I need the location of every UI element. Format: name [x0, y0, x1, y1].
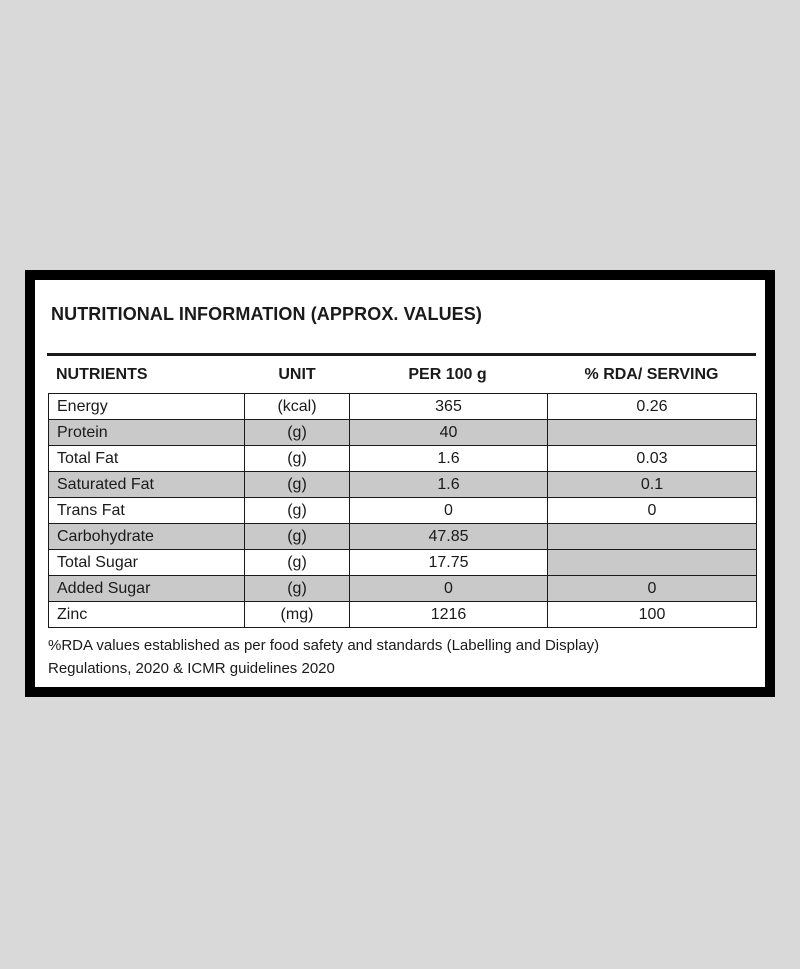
- nutrient-rda: 0: [548, 498, 757, 524]
- nutrition-label-body: [35, 280, 765, 687]
- nutrient-unit: (g): [245, 550, 350, 576]
- nutrient-unit: (mg): [245, 602, 350, 628]
- nutrient-name: Saturated Fat: [49, 472, 245, 498]
- nutrient-unit: (g): [245, 420, 350, 446]
- nutrient-name: Protein: [49, 420, 245, 446]
- nutrition-table: [48, 393, 757, 628]
- nutrient-rda: [548, 420, 757, 446]
- table-row: [49, 420, 757, 446]
- nutrition-label: [25, 270, 775, 697]
- nutrient-per-100g: 1216: [350, 602, 548, 628]
- table-row: [49, 498, 757, 524]
- nutrient-per-100g: 0: [350, 498, 548, 524]
- nutrient-rda: [548, 524, 757, 550]
- table-row: [49, 550, 757, 576]
- label-title: NUTRITIONAL INFORMATION (APPROX. VALUES): [51, 304, 482, 324]
- nutrient-unit: (g): [245, 472, 350, 498]
- nutrient-per-100g: 47.85: [350, 524, 548, 550]
- rda-footnote: [48, 634, 738, 680]
- header-nutrients: NUTRIENTS: [56, 366, 148, 383]
- nutrient-name: Zinc: [49, 602, 245, 628]
- title-divider: [47, 353, 756, 356]
- nutrient-unit: (g): [245, 498, 350, 524]
- table-header: [48, 366, 756, 388]
- nutrient-name: Added Sugar: [49, 576, 245, 602]
- nutrient-rda: 0.03: [548, 446, 757, 472]
- nutrient-unit: (kcal): [245, 394, 350, 420]
- table-row: [49, 602, 757, 628]
- nutrient-rda: 0.26: [548, 394, 757, 420]
- nutrient-per-100g: 365: [350, 394, 548, 420]
- nutrient-name: Total Sugar: [49, 550, 245, 576]
- nutrient-per-100g: 17.75: [350, 550, 548, 576]
- footnote-line-1: %RDA values established as per food safety and standards (Labelling and Display): [48, 637, 600, 654]
- header-unit: UNIT: [278, 366, 316, 383]
- nutrient-name: Energy: [49, 394, 245, 420]
- nutrient-per-100g: 1.6: [350, 446, 548, 472]
- table-row: [49, 524, 757, 550]
- nutrient-rda: [548, 550, 757, 576]
- table-row: [49, 576, 757, 602]
- nutrient-per-100g: 1.6: [350, 472, 548, 498]
- nutrient-rda: 0: [548, 576, 757, 602]
- nutrient-rda: 0.1: [548, 472, 757, 498]
- table-row: [49, 446, 757, 472]
- table-row: [49, 394, 757, 420]
- nutrient-name: Carbohydrate: [49, 524, 245, 550]
- nutrient-rda: 100: [548, 602, 757, 628]
- nutrient-unit: (g): [245, 576, 350, 602]
- header-per-100g: PER 100 g: [408, 366, 487, 383]
- nutrient-name: Total Fat: [49, 446, 245, 472]
- nutrient-unit: (g): [245, 524, 350, 550]
- nutrient-name: Trans Fat: [49, 498, 245, 524]
- nutrient-per-100g: 40: [350, 420, 548, 446]
- footnote-line-2: Regulations, 2020 & ICMR guidelines 2020: [48, 660, 335, 677]
- nutrient-per-100g: 0: [350, 576, 548, 602]
- table-row: [49, 472, 757, 498]
- header-rda-serving: % RDA/ SERVING: [584, 366, 719, 383]
- nutrient-unit: (g): [245, 446, 350, 472]
